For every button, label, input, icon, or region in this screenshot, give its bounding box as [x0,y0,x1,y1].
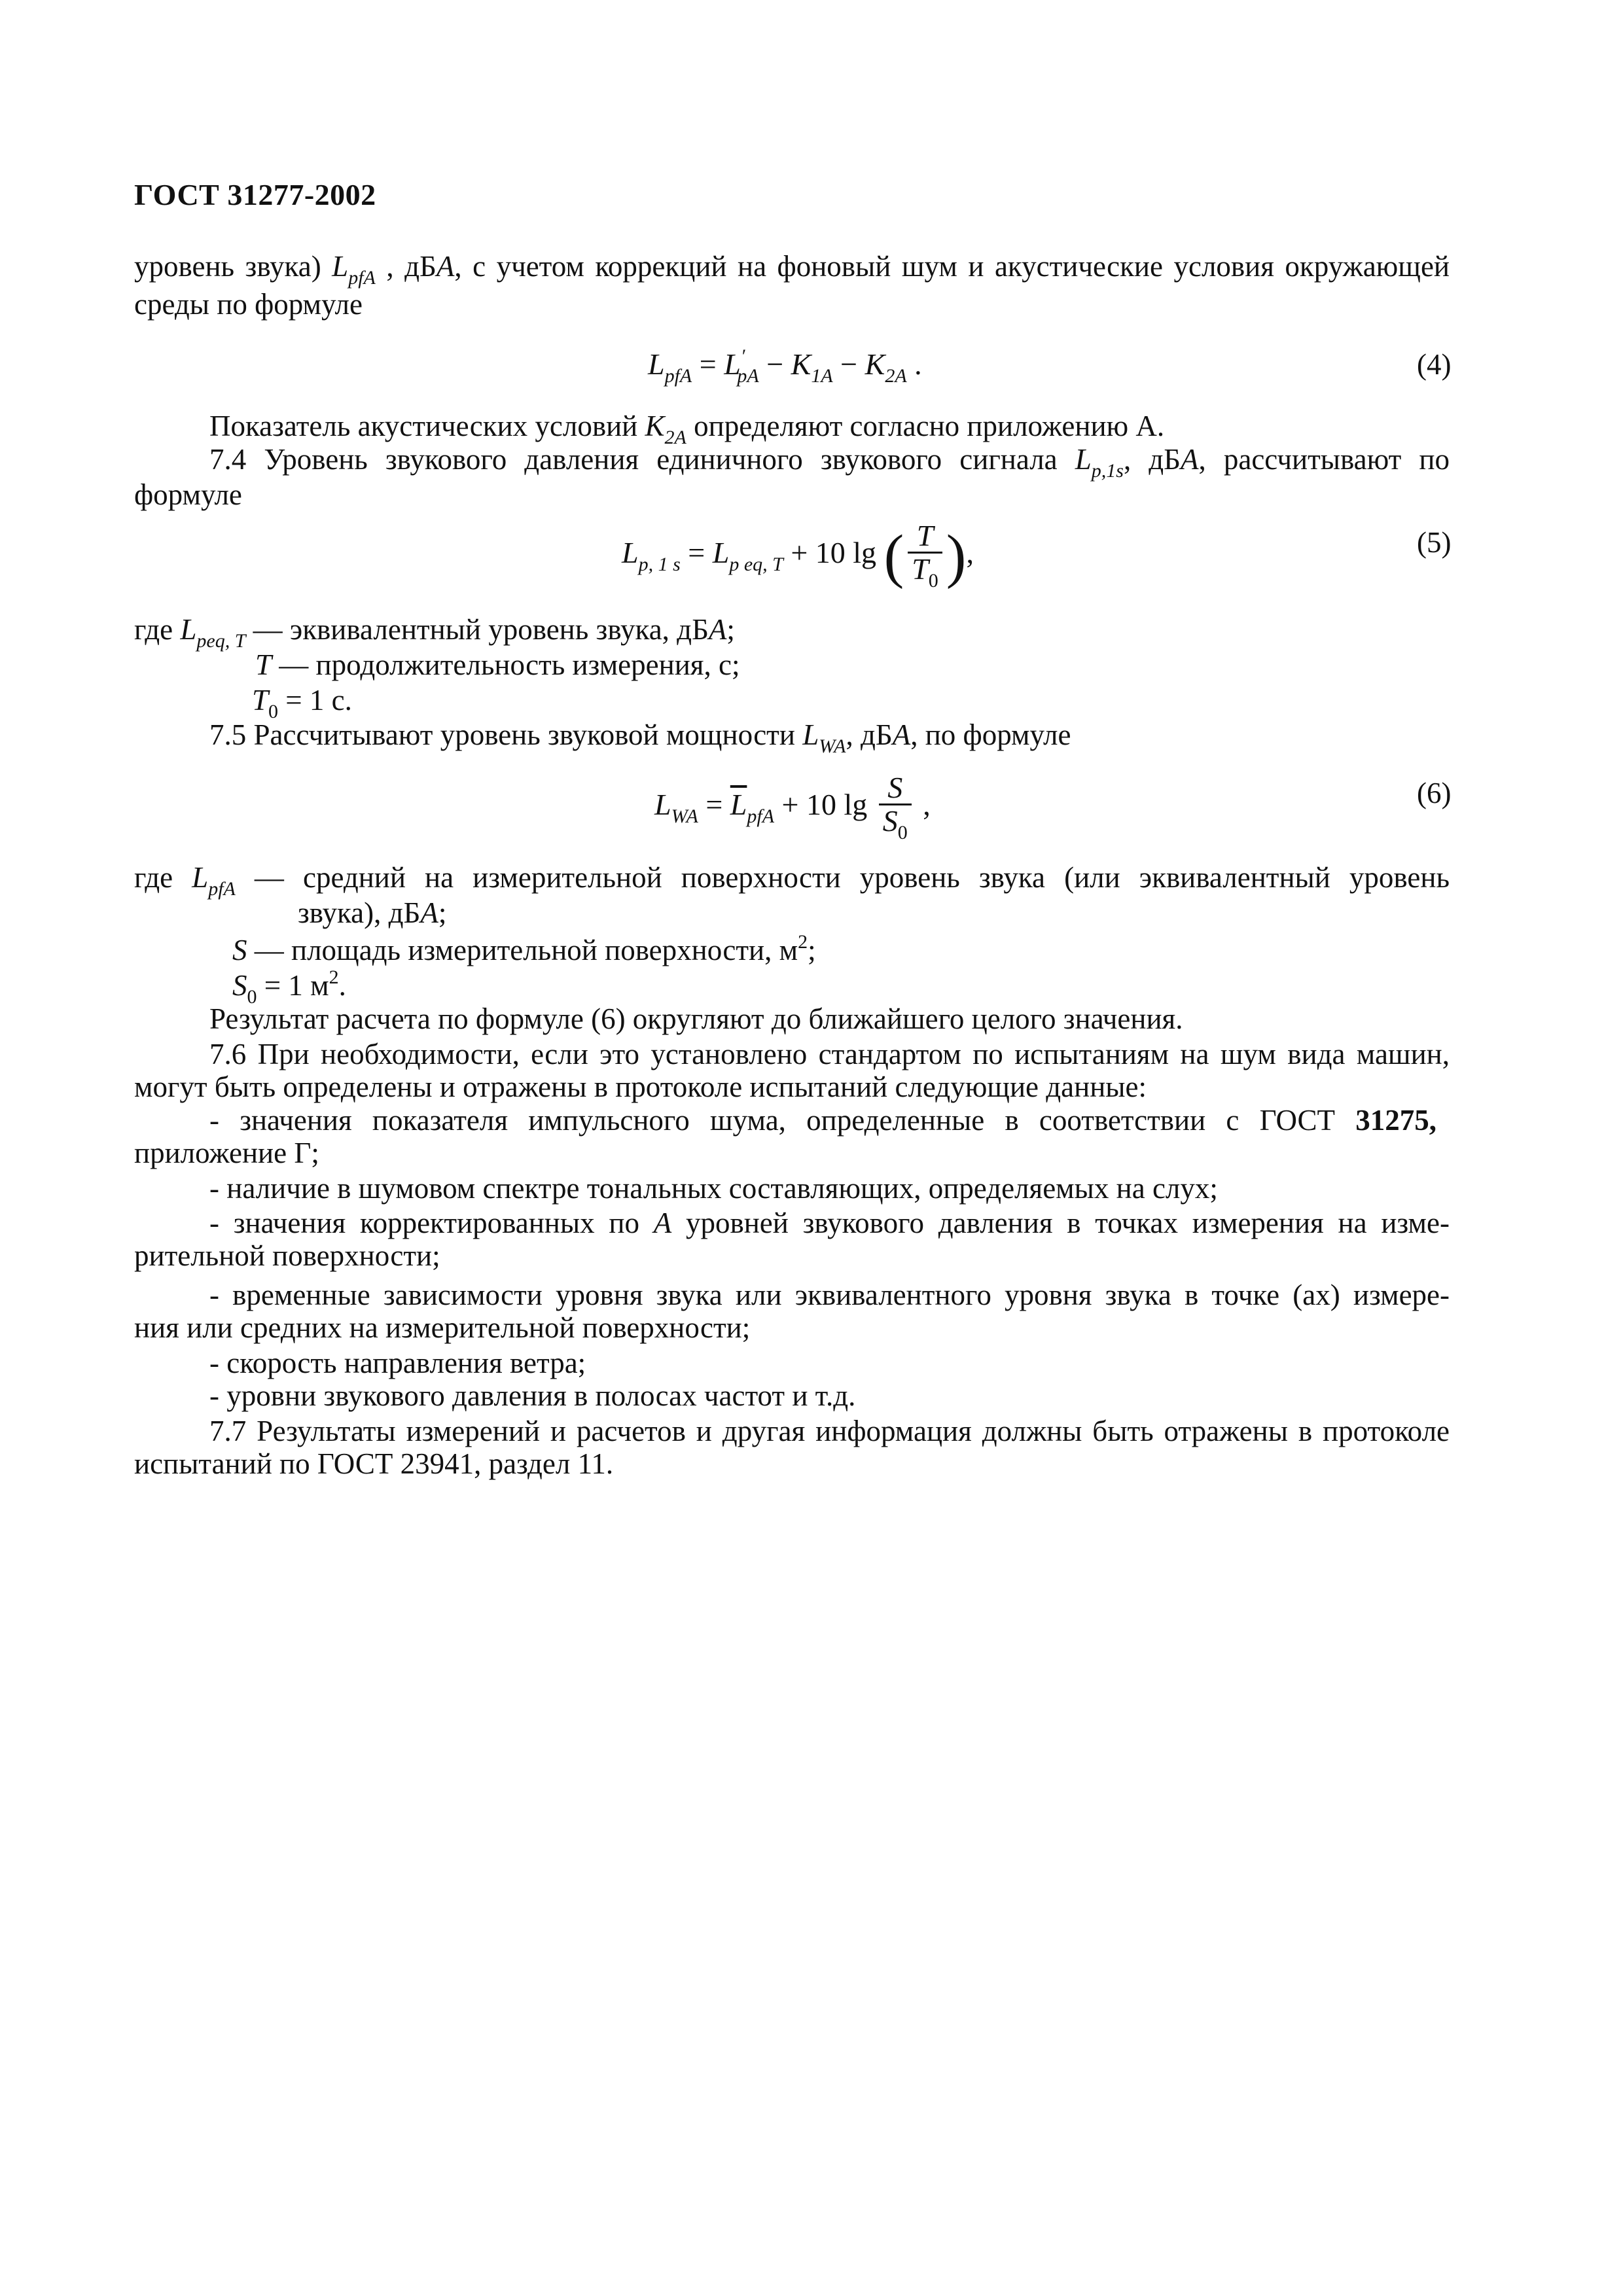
text: . [338,969,346,1002]
formula-5 [622,520,974,592]
text: где [134,613,181,646]
subscript: 2A [885,365,907,387]
subscript: WA [819,735,846,757]
subscript: pfA [208,878,236,900]
list-item-time-dependence-cont: ния или средних на измерительной поверхности; [134,1311,751,1344]
section-7-5 [209,716,1071,759]
symbol: A [420,896,438,929]
subscript: p, 1 s [638,553,681,575]
subscript: WA [671,805,698,827]
symbol: L [180,613,197,646]
symbol: L [648,347,665,381]
text: 7.5 Рассчитывают уровень звуковой мощности [209,718,803,751]
symbol: L [192,861,209,894]
symbol: K [791,347,812,381]
left-paren: ( [883,522,904,590]
subscript: p,1s [1091,460,1124,482]
denominator [908,554,942,592]
formula-6 [654,772,931,843]
symbol: L [724,347,741,381]
text: уровень звука) [134,250,332,283]
punctuation: , [915,787,931,821]
list-item-wind: - скорость направления ветра; [209,1347,586,1379]
symbol: L [622,535,639,569]
symbol: A [892,718,911,751]
fraction [908,520,942,592]
list-item-time-dependence: - временные зависимости уровня звука или эквивалентного уровня звука в точке (ах) измере- [209,1279,1450,1311]
section-7-4-line-1 [209,440,1450,484]
operator: + 10 lg [783,535,884,569]
formula-4 [648,344,922,389]
subscript: 0 [247,986,257,1008]
subscript: 2A [664,427,687,448]
text: звука), дБ [298,896,421,929]
text: где [134,861,192,894]
text: — средний на измерительной поверхности уровень звука (или эквивалентный уровень [235,861,1450,894]
where-5-line-2 [255,646,740,684]
section-7-6-line-2: могут быть определены и отражены в протоколе испытаний следующие данные: [134,1070,1147,1103]
text: , дБ [375,250,437,283]
text: , по формуле [910,718,1071,751]
list-item-corrected-levels-cont: рительной поверхности; [134,1239,440,1272]
subscript: 1A [811,365,833,387]
fraction [879,772,912,843]
subscript: 0 [928,570,938,592]
operator: − [758,347,791,381]
symbol: A [653,1207,672,1239]
standard-number: 31275, [1355,1104,1436,1137]
symbol-L: L [332,250,349,283]
numerator: T [908,520,942,554]
symbol: K [865,347,885,381]
symbol: S [232,934,247,966]
subscript: 0 [268,701,279,722]
symbol: K [645,410,665,442]
symbol: T [912,552,929,586]
text: , рассчитывают по [1198,443,1450,476]
operator: = [692,347,724,381]
text: , с учетом коррекций на фоновый шум и акустические условия окружающей [454,250,1450,283]
equation-number-5: (5) [1417,526,1452,559]
text: ; [808,934,816,966]
text: — площадь измерительной поверхности, м [247,934,798,966]
symbol: T [255,648,272,681]
text: - значения показателя импульсного шума, определенные в соответствии с ГОСТ [209,1104,1356,1137]
where-6-line-3 [232,929,816,970]
symbol: T [252,684,269,716]
section-7-7-line-1: 7.7 Результаты измерений и расчетов и другая информация должны быть отражены в протоколе [209,1415,1450,1447]
symbol: $\overline{L}$ [730,787,747,821]
text: 7.4 Уровень звукового давления единичного звукового сигнала [209,443,1075,476]
text: = 1 м [257,969,329,1002]
equation-number-4: (4) [1417,348,1452,381]
subscript: pfA [747,805,775,827]
section-7-6-line-1: 7.6 При необходимости, если это установлено стандартом по испытаниям на шум вида машин, [209,1038,1450,1070]
numerator: S [879,772,912,805]
text: — эквивалентный уровень звука, дБ [245,613,709,646]
text: - значения корректированных по [209,1207,654,1239]
symbol: S [882,804,898,838]
text: , дБ [846,718,893,751]
list-item-impulse-noise [209,1101,1436,1140]
right-paren: ) [946,522,967,590]
symbol: L [712,535,730,569]
text: Показатель акустических условий [209,410,645,442]
rounding-paragraph: Результат расчета по формуле (6) округляют до ближайшего целого значения. [209,1002,1183,1035]
list-item-tonal: - наличие в шумовом спектре тональных составляющих, определяемых на слух; [209,1172,1218,1205]
symbol-A: A [436,250,455,283]
text: ; [726,613,735,646]
subscript: 0 [897,822,908,844]
subscript: p eq, T [729,553,783,575]
operator: − [832,347,865,381]
equation-number-6: (6) [1417,777,1452,809]
denominator [879,805,912,843]
text: определяют согласно приложению А. [686,410,1165,442]
section-7-4-line-2: формуле [134,478,242,511]
superscript: 2 [798,931,808,953]
subscript: pfA [348,267,376,289]
list-item-frequency-bands: - уровни звукового давления в полосах частот и т.д. [209,1379,856,1412]
text: ; [438,896,447,929]
intro-line-1 [134,247,1450,291]
symbol: L [654,787,671,821]
punctuation: . [906,347,922,381]
symbol: A [1181,443,1199,476]
subscript: pA [737,365,759,387]
section-7-7-line-2: испытаний по ГОСТ 23941, раздел 11. [134,1447,614,1480]
subscript: pfA [664,365,692,387]
text: уровней звукового давления в точках измерения на изме- [671,1207,1450,1239]
list-item-impulse-noise-cont: приложение Г; [134,1137,319,1169]
operator: = [698,787,730,821]
subscript: peq, T [196,630,246,652]
superscript: 2 [329,966,339,988]
symbol: L [802,718,819,751]
symbol: L [1075,443,1092,476]
punctuation: , [966,535,974,569]
symbol: A [708,613,727,646]
text: = 1 с. [278,684,352,716]
prime: ′ [740,345,745,367]
text: — продолжительность измерения, с; [272,648,740,681]
where-6-line-2 [298,894,446,932]
text: , дБ [1123,443,1181,476]
intro-line-2: среды по формуле [134,288,363,321]
symbol: S [232,969,247,1002]
document-header: ГОСТ 31277-2002 [134,178,376,211]
operator: = [680,535,713,569]
operator: + 10 lg [774,787,875,821]
